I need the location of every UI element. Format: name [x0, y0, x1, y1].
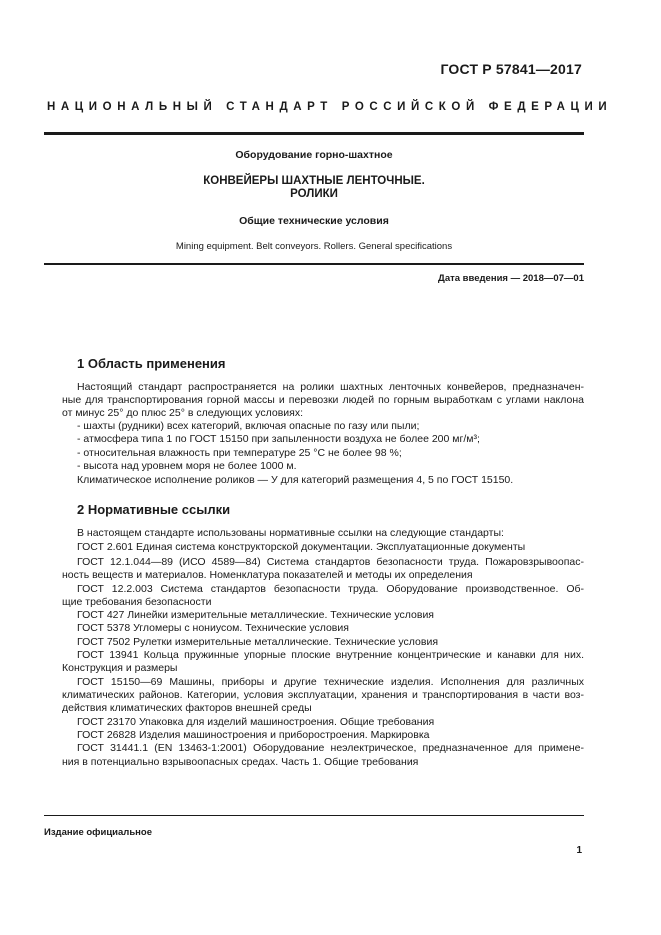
title-divider — [44, 263, 584, 265]
official-edition-label: Издание официальное — [44, 827, 152, 838]
section-1-line: Настоящий стандарт распространяется на ролики шахтных ленточных конвейеров, предназначен- — [77, 381, 584, 393]
reference-line: ГОСТ 5378 Угломеры с нониусом. Технические условия — [77, 622, 349, 634]
reference-line: климатических районов. Категории, условия эксплуатации, хранения и транспортирования в части воз- — [62, 689, 584, 701]
reference-line: ность веществ и материалов. Номенклатура показателей и методы их определения — [62, 569, 473, 581]
section-1-list-item: - шахты (рудники) всех категорий, включая опасные по газу или пыли; — [77, 420, 420, 432]
document-designation: ГОСТ Р 57841—2017 — [440, 61, 582, 77]
section-2-heading: 2 Нормативные ссылки — [77, 502, 231, 517]
reference-line: ния в потенциально взрывоопасных средах. Часть 1. Общие требования — [62, 756, 419, 768]
introduction-date: Дата введения — 2018—07—01 — [438, 273, 584, 284]
section-1-line: Климатическое исполнение роликов — У для категорий размещения 4, 5 по ГОСТ 15150. — [77, 474, 514, 486]
document-type: Общие технические условия — [239, 215, 389, 227]
section-1-list-item: - высота над уровнем моря не более 1000 м. — [77, 460, 297, 472]
english-title: Mining equipment. Belt conveyors. Rollers. General specifications — [175, 241, 453, 252]
reference-line: ГОСТ 15150—69 Машины, приборы и другие технические изделия. Исполнения для различных — [77, 676, 584, 688]
title-line-2: РОЛИКИ — [290, 188, 338, 200]
section-1-heading: 1 Область применения — [77, 356, 226, 371]
section-1-line: ные для транспортирования горной массы и перевозки людей по горным выработкам с углами наклона — [62, 394, 584, 406]
reference-line: щие требования безопасности — [62, 596, 212, 608]
section-1-list-item: - атмосфера типа 1 по ГОСТ 15150 при запыленности воздуха не более 200 мг/м³; — [77, 433, 480, 445]
section-1-line: от минус 25° до плюс 25° в следующих условиях: — [62, 407, 304, 419]
reference-line: действия климатических факторов внешней среды — [62, 702, 312, 714]
reference-line: ГОСТ 12.1.044—89 (ИСО 4589—84) Система стандартов безопасности труда. Пожаровзрывоопас- — [77, 556, 584, 568]
reference-line: ГОСТ 427 Линейки измерительные металлические. Технические условия — [77, 609, 434, 621]
header-divider — [44, 132, 584, 135]
standard-group: Оборудование горно-шахтное — [235, 149, 393, 161]
reference-line: ГОСТ 31441.1 (EN 13463-1:2001) Оборудование неэлектрическое, предназначенное для примене- — [77, 742, 584, 754]
footer-divider — [44, 815, 584, 816]
title-line-1: КОНВЕЙЕРЫ ШАХТНЫЕ ЛЕНТОЧНЫЕ. — [203, 175, 425, 187]
section-1-list-item: - относительная влажность при температуре 25 °С не более 98 %; — [77, 447, 402, 459]
reference-line: ГОСТ 23170 Упаковка для изделий машиностроения. Общие требования — [77, 716, 435, 728]
reference-line: В настоящем стандарте использованы нормативные ссылки на следующие стандарты: — [77, 527, 504, 539]
national-standard-banner: НАЦИОНАЛЬНЫЙ СТАНДАРТ РОССИЙСКОЙ ФЕДЕРАЦИИ — [47, 101, 613, 113]
reference-line: ГОСТ 12.2.003 Система стандартов безопасности труда. Оборудование производственное. Об- — [77, 583, 584, 595]
reference-line: ГОСТ 2.601 Единая система конструкторской документации. Эксплуатационные документы — [77, 541, 526, 553]
reference-line: ГОСТ 13941 Кольца пружинные упорные плоские внутренние концентрические и канавки для них. — [77, 649, 584, 661]
reference-line: ГОСТ 7502 Рулетки измерительные металлические. Технические условия — [77, 636, 439, 648]
reference-line: Конструкция и размеры — [62, 662, 178, 674]
reference-line: ГОСТ 26828 Изделия машиностроения и приборостроения. Маркировка — [77, 729, 430, 741]
page-number: 1 — [576, 845, 582, 856]
standard-title — [44, 175, 584, 201]
